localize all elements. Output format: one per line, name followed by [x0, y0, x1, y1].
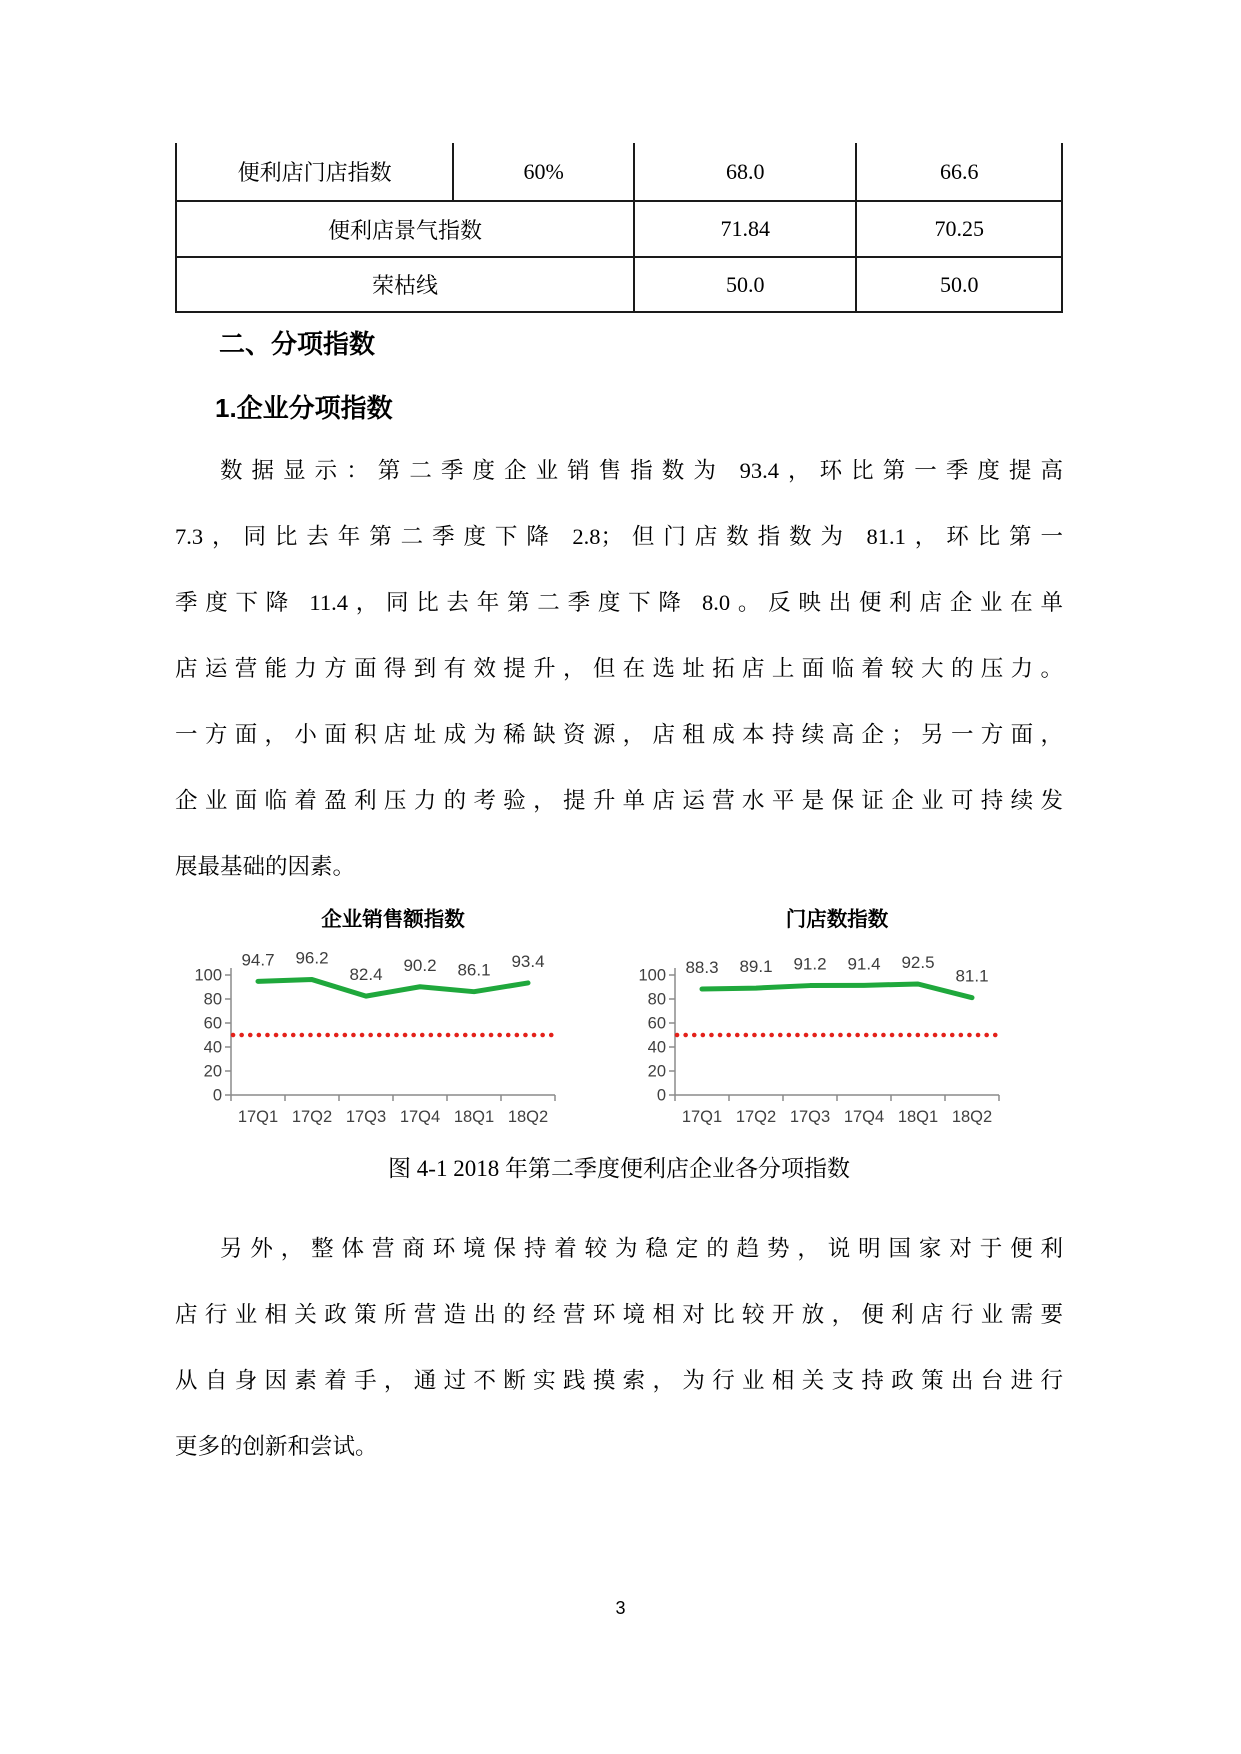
page-number: 3 [615, 1598, 626, 1618]
y-tick-label: 100 [194, 966, 222, 985]
chart-canvas [175, 900, 619, 1148]
series-line [258, 980, 528, 997]
y-tick-label: 20 [647, 1062, 666, 1081]
table-cell: 71.84 [634, 201, 856, 257]
chart-title: 企业销售额指数 [321, 908, 465, 931]
x-tick-label: 17Q2 [291, 1108, 333, 1126]
table-cell: 66.6 [856, 143, 1062, 201]
series-line [702, 984, 972, 998]
table-cell: 60% [453, 143, 634, 201]
paragraph-1 [175, 438, 1063, 900]
paragraph-line: 更多的创新和尝试。 [175, 1434, 378, 1459]
paragraph-line: 店运营能力方面得到有效提升，但在选址拓店上面临着较大的压力。 [175, 656, 1063, 681]
y-tick-label: 0 [656, 1086, 666, 1105]
y-tick-label: 40 [203, 1038, 222, 1057]
x-tick-label: 17Q3 [345, 1108, 387, 1126]
paragraph-line: 一方面，小面积店址成为稀缺资源，店租成本持续高企；另一方面， [175, 722, 1063, 747]
table-cell: 50.0 [856, 257, 1062, 312]
data-label: 94.7 [241, 950, 275, 970]
sales-index-chart [175, 900, 619, 1148]
x-tick-label: 18Q2 [507, 1108, 549, 1126]
data-label: 81.1 [955, 966, 989, 986]
paragraph-line: 数据显示：第二季度企业销售指数为 93.4，环比第一季度提高 [220, 458, 1063, 483]
paragraph-line: 企业面临着盈利压力的考验，提升单店运营水平是保证企业可持续发 [175, 788, 1063, 813]
x-tick-label: 17Q4 [399, 1108, 441, 1126]
table-cell: 便利店门店指数 [176, 143, 453, 201]
paragraph-line: 展最基础的因素。 [175, 854, 356, 879]
paragraph-line: 从自身因素着手，通过不断实践摸索，为行业相关支持政策出台进行 [175, 1368, 1063, 1393]
table-cell: 便利店景气指数 [176, 201, 634, 257]
chart-canvas [619, 900, 1063, 1148]
y-tick-label: 20 [203, 1062, 222, 1081]
y-tick-label: 60 [203, 1014, 222, 1033]
table-row [176, 257, 1062, 312]
data-label: 96.2 [295, 948, 329, 968]
x-tick-label: 17Q2 [735, 1108, 777, 1126]
y-tick-label: 80 [203, 990, 222, 1009]
data-label: 91.4 [847, 954, 881, 974]
x-tick-label: 18Q1 [453, 1108, 495, 1126]
data-label: 90.2 [403, 955, 437, 975]
paragraph-line: 7.3，同比去年第二季度下降 2.8；但门店数指数为 81.1，环比第一 [175, 524, 1063, 549]
data-label: 92.5 [901, 953, 935, 972]
data-label: 91.2 [793, 954, 827, 974]
y-tick-label: 60 [647, 1014, 666, 1033]
paragraph-line: 店行业相关政策所营造出的经营环境相对比较开放，便利店行业需要 [175, 1302, 1063, 1327]
data-label: 93.4 [511, 951, 545, 971]
y-tick-label: 100 [638, 966, 666, 985]
paragraph-line: 另外，整体营商环境保持着较为稳定的趋势，说明国家对于便利 [220, 1236, 1063, 1261]
data-label: 86.1 [457, 960, 491, 980]
paragraph-line: 季度下降 11.4，同比去年第二季度下降 8.0。反映出便利店企业在单 [175, 590, 1063, 615]
x-tick-label: 17Q3 [789, 1108, 831, 1126]
summary-table [175, 143, 1063, 313]
x-tick-label: 18Q1 [897, 1108, 939, 1126]
x-tick-label: 17Q1 [237, 1108, 279, 1126]
x-tick-label: 18Q2 [951, 1108, 993, 1126]
table-cell: 68.0 [634, 143, 856, 201]
figure-caption: 图 4-1 2018 年第二季度便利店企业各分项指数 [388, 1156, 850, 1181]
page-content [175, 143, 1063, 1480]
y-tick-label: 40 [647, 1038, 666, 1057]
y-tick-label: 80 [647, 990, 666, 1009]
table-row [176, 201, 1062, 257]
data-label: 89.1 [739, 957, 773, 977]
data-label: 82.4 [349, 965, 383, 985]
table-row [176, 143, 1062, 201]
table-cell: 70.25 [856, 201, 1062, 257]
data-label: 88.3 [685, 958, 719, 978]
table-cell: 50.0 [634, 257, 856, 312]
section-heading: 二、分项指数 [219, 329, 376, 359]
x-tick-label: 17Q1 [681, 1108, 723, 1126]
charts-row [175, 900, 1063, 1148]
subsection-heading: 1.企业分项指数 [215, 393, 393, 423]
table-cell: 荣枯线 [176, 257, 634, 312]
x-tick-label: 17Q4 [843, 1108, 885, 1126]
store-count-index-chart [619, 900, 1063, 1148]
paragraph-2 [175, 1216, 1063, 1480]
chart-title: 门店数指数 [785, 908, 889, 931]
y-tick-label: 0 [212, 1086, 222, 1105]
